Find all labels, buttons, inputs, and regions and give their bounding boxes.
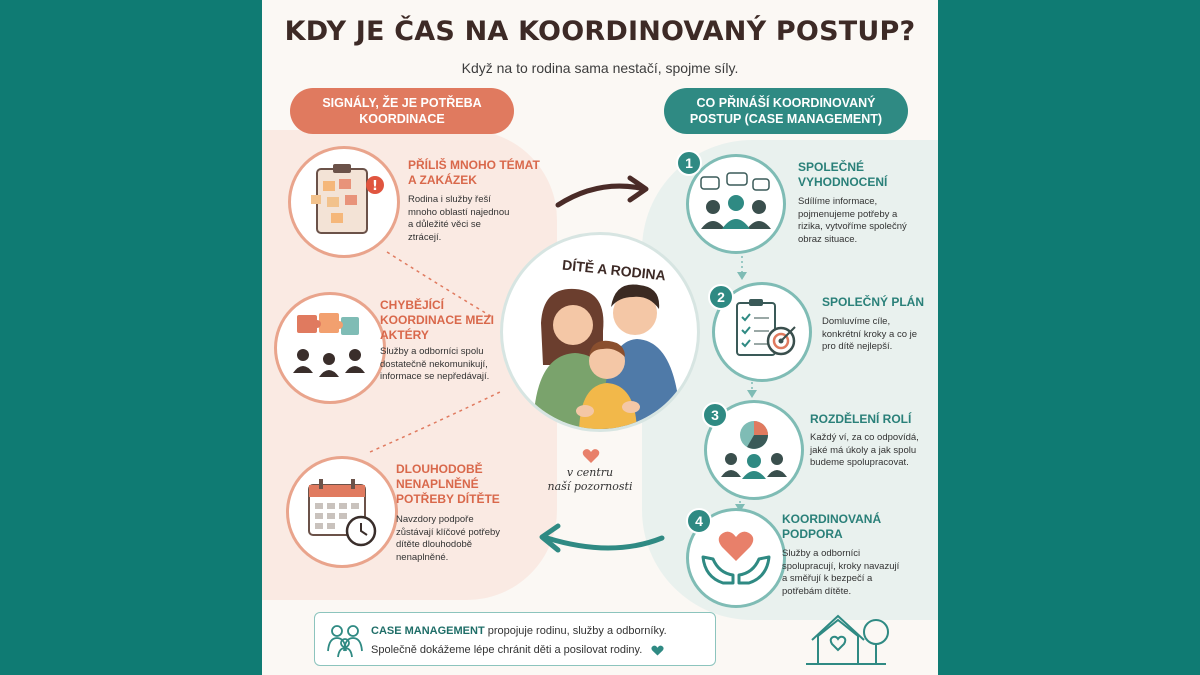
banner-bold: CASE MANAGEMENT	[371, 625, 485, 637]
center-caption-line1: v centru	[566, 466, 614, 479]
signal-title: DLOUHODOBĚ NENAPLNĚNÉ POTŘEBY DÍTĚTE	[396, 462, 500, 506]
center-caption	[530, 466, 650, 494]
center-caption-line2: naší pozornosti	[547, 480, 633, 493]
banner-line-1-rest: propojuje rodinu, služby a odborníky.	[484, 625, 667, 637]
family-outline-icon	[325, 621, 365, 659]
step-text: Sdílíme informace, pojmenujeme potřeby a rizika, vytvoříme společný obraz situace.	[798, 196, 907, 245]
step-title: ROZDĚLENÍ ROLÍ	[810, 412, 912, 426]
signal-text: Navzdory podpoře zůstávají klíčové potřeby dítěte dlouhodobě nenaplněné.	[396, 514, 501, 563]
step-number-badge: 3	[702, 402, 728, 428]
step-number-badge: 4	[686, 508, 712, 534]
group-discussion-icon	[689, 157, 783, 251]
infographic-poster	[262, 0, 938, 675]
banner-line-2	[371, 644, 664, 656]
signal-icon-circle	[274, 292, 386, 404]
signal-icon-circle	[288, 146, 400, 258]
signal-title: CHYBĚJÍCÍ KOORDINACE MEZI AKTÉRY	[380, 298, 494, 342]
puzzle-people-icon	[277, 295, 383, 401]
small-heart-icon	[651, 645, 664, 656]
clipboard-notes-icon	[291, 149, 397, 255]
signal-title: PŘÍLIŠ MNOHO TÉMAT A ZAKÁZEK	[408, 158, 540, 187]
step-text: Každý ví, za co odpovídá, jaké má úkoly a jak spolu budeme spolupracovat.	[810, 432, 919, 468]
svg-text:!: !	[372, 179, 378, 194]
arrow-left-icon	[542, 526, 662, 550]
heart-icon	[582, 448, 600, 464]
calendar-clock-icon	[289, 459, 395, 565]
signal-text: Služby a odborníci spolu dostatečně nekomunikují, informace se nepředávají.	[380, 346, 490, 382]
step-icon-circle	[686, 154, 786, 254]
benefits-header: CO PŘINÁŠÍ KOORDINOVANÝ POSTUP (CASE MANAGEMENT)	[664, 88, 908, 134]
step-text: Služby a odborníci spolupracují, kroky navazují a směřují k bezpečí a potřebám dítěte.	[782, 548, 900, 597]
step-text: Domluvíme cíle, konkrétní kroky a co je pro dítě nejlepší.	[822, 316, 918, 352]
bottom-banner	[314, 612, 716, 666]
step-number-badge: 1	[676, 150, 702, 176]
poster-subtitle: Když na to rodina sama nestačí, spojme síly.	[461, 60, 739, 76]
step-title: SPOLEČNÉ VYHODNOCENÍ	[798, 160, 888, 189]
banner-line-2-text: Společně dokážeme lépe chránit děti a posilovat rodiny.	[371, 644, 643, 656]
signals-header: SIGNÁLY, ŽE JE POTŘEBA KOORDINACE	[290, 88, 514, 134]
banner-line-1	[371, 625, 667, 637]
signal-icon-circle	[286, 456, 398, 568]
arrow-right-icon	[558, 178, 646, 205]
step-title: SPOLEČNÝ PLÁN	[822, 295, 925, 309]
step-title: KOORDINOVANÁ PODPORA	[782, 512, 882, 541]
poster-title: KDY JE ČAS NA KOORDINOVANÝ POSTUP?	[284, 16, 916, 47]
house-tree-icon	[796, 604, 896, 668]
signal-text: Rodina i služby řeší mnoho oblastí najednou a důležité věci se ztrácejí.	[408, 194, 510, 243]
step-number-badge: 2	[708, 284, 734, 310]
center-title: DÍTĚ A RODINA	[561, 256, 667, 284]
